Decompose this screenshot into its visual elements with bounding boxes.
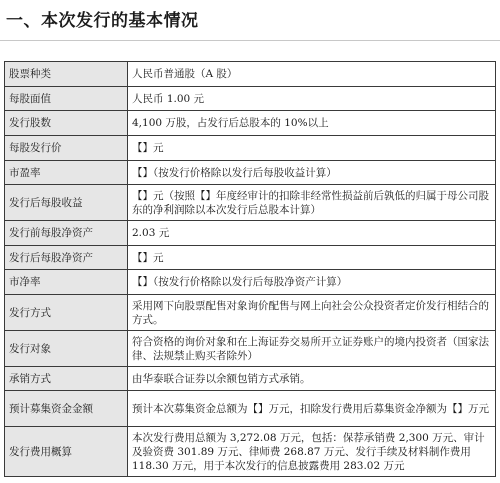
row-value: 【】元 — [128, 246, 496, 270]
row-value: 由华泰联合证券以余额包销方式承销。 — [128, 367, 496, 391]
row-label: 承销方式 — [5, 367, 128, 391]
table-row — [5, 270, 496, 295]
row-label: 发行对象 — [5, 331, 128, 367]
row-label: 发行方式 — [5, 295, 128, 331]
row-label: 发行股数 — [5, 111, 128, 136]
table-row — [5, 331, 496, 367]
row-label: 市盈率 — [5, 161, 128, 185]
table-row — [5, 367, 496, 391]
row-label: 股票种类 — [5, 62, 128, 87]
row-label: 每股面值 — [5, 87, 128, 111]
row-value: 人民币普通股（A 股） — [128, 62, 496, 87]
row-value: 符合资格的询价对象和在上海证券交易所开立证券账户的境内投资者（国家法律、法规禁止购买者除外） — [128, 331, 496, 367]
section-title: 一、本次发行的基本情况 — [6, 11, 199, 31]
row-label: 发行前每股净资产 — [5, 221, 128, 246]
row-value: 人民币 1.00 元 — [128, 87, 496, 111]
table-row — [5, 246, 496, 270]
table-row — [5, 62, 496, 87]
row-value: 【】元 — [128, 136, 496, 161]
table-row — [5, 161, 496, 185]
title-divider — [0, 40, 500, 41]
row-value: 【】元（按照【】年度经审计的扣除非经常性损益前后孰低的归属于母公司股东的净利润除以本次发行后总股本计算） — [128, 185, 496, 221]
row-value: 采用网下向股票配售对象询价配售与网上向社会公众投资者定价发行相结合的方式。 — [128, 295, 496, 331]
row-value: 2.03 元 — [128, 221, 496, 246]
row-label: 发行费用概算 — [5, 427, 128, 477]
table-row — [5, 427, 496, 477]
row-label: 发行后每股收益 — [5, 185, 128, 221]
table-row — [5, 185, 496, 221]
row-value: 预计本次募集资金总额为【】万元，扣除发行费用后募集资金净额为【】万元 — [128, 391, 496, 427]
row-label: 市净率 — [5, 270, 128, 295]
row-value: 【】（按发行价格除以发行后每股收益计算） — [128, 161, 496, 185]
table-row — [5, 87, 496, 111]
row-value: 4,100 万股，占发行后总股本的 10%以上 — [128, 111, 496, 136]
issuance-info-table — [4, 61, 496, 477]
table-row — [5, 221, 496, 246]
row-label: 发行后每股净资产 — [5, 246, 128, 270]
table-row — [5, 391, 496, 427]
table-row — [5, 295, 496, 331]
row-label: 每股发行价 — [5, 136, 128, 161]
row-value: 本次发行费用总额为 3,272.08 万元，包括：保荐承销费 2,300 万元、审计及验资费 301.89 万元、律师费 268.87 万元、发行手续及材料制作费用 118.30 万元，用于本次发行的信息披露费用 283.02 万元 — [128, 427, 496, 477]
table-row — [5, 111, 496, 136]
row-label: 预计募集资金金额 — [5, 391, 128, 427]
table-row — [5, 136, 496, 161]
row-value: 【】（按发行价格除以发行后每股净资产计算） — [128, 270, 496, 295]
